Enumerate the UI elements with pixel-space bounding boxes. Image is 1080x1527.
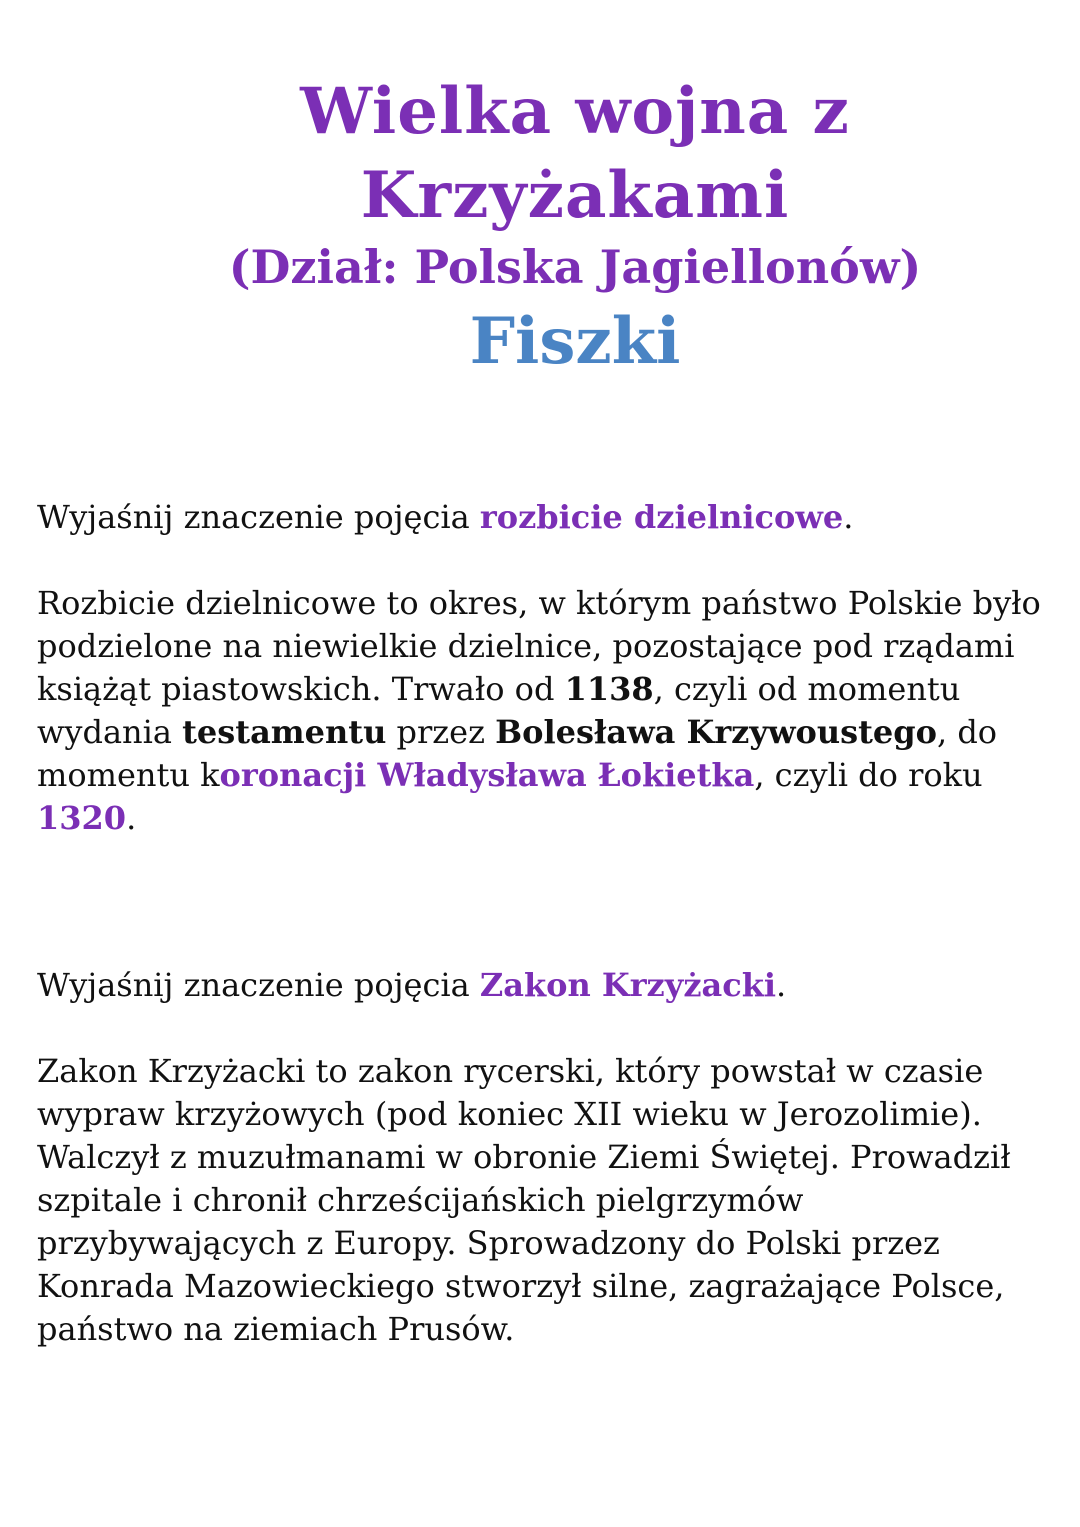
page-title-line-2: Krzyżakami xyxy=(360,158,790,233)
answer-text: , czyli do roku xyxy=(754,756,983,794)
question-term: Zakon Krzyżacki xyxy=(479,966,777,1004)
answer-text: , do momentu k xyxy=(37,713,998,794)
flashcard-question xyxy=(37,964,1047,1007)
question-suffix: . xyxy=(843,498,854,536)
flashcard-2 xyxy=(37,964,1047,1351)
flashcard-1 xyxy=(37,496,1047,840)
title-block xyxy=(0,70,1080,382)
answer-text: przez xyxy=(386,713,496,751)
question-prefix: Wyjaśnij znaczenie pojęcia xyxy=(37,966,480,1004)
question-term: rozbicie dzielnicowe xyxy=(479,498,844,536)
answer-testament: testamentu xyxy=(182,713,387,751)
answer-year-end: 1320 xyxy=(37,799,127,837)
answer-person: Bolesława Krzywoustego xyxy=(495,713,937,751)
answer-text: Rozbicie dzielnicowe to okres, w którym państwo Polskie było podzielone na niewielkie dzielnice, pozostające pod rządami książąt piastowskich. Trwało od xyxy=(37,584,1041,708)
flashcard-answer: Zakon Krzyżacki to zakon rycerski, który powstał w czasie wypraw krzyżowych (pod koniec XII wieku w Jerozolimie). Walczył z muzułmanami w obronie Ziemi Świętej. Prowadził szpitale i chronił chrześcijańskich pielgrzymów przybywających z Europy. Sprowadzony do Polski przez Konrada Mazowieckiego stworzył silne, zagrażające Polsce, państwo na ziemiach Prusów. xyxy=(37,1052,1011,1348)
page-title-line-1: Wielka wojna z xyxy=(300,74,850,149)
flashcard-answer xyxy=(37,582,1047,840)
answer-year-start: 1138 xyxy=(564,670,654,708)
fiszki-label: Fiszki xyxy=(469,304,681,379)
answer-text: , czyli od momentu wydania xyxy=(37,670,961,751)
page-subtitle: (Dział: Polska Jagiellonów) xyxy=(228,240,922,294)
question-suffix: . xyxy=(776,966,787,1004)
question-prefix: Wyjaśnij znaczenie pojęcia xyxy=(37,498,480,536)
answer-text: . xyxy=(126,799,137,837)
answer-event: oronacji Władysława Łokietka xyxy=(219,756,755,794)
flashcard-question xyxy=(37,496,1047,539)
